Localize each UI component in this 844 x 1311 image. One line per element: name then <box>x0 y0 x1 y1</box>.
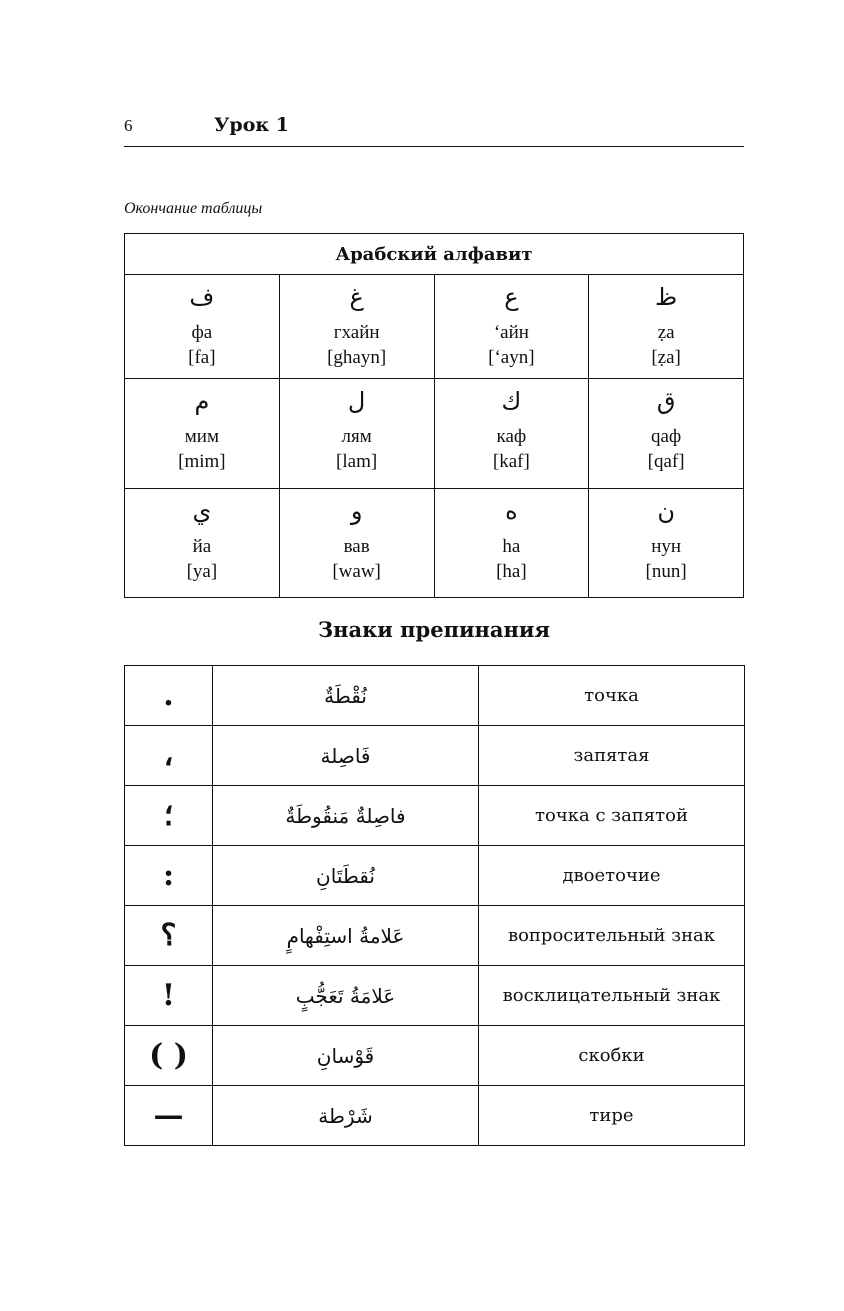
alphabet-cell <box>279 275 434 379</box>
letter-name: ‘айн <box>493 322 529 343</box>
letter-name: мим <box>184 426 219 447</box>
arabic-letter: ع <box>504 283 519 311</box>
letter-transliteration: [fa] <box>188 347 216 368</box>
letter-transliteration: [kaf] <box>492 451 530 472</box>
table-caption: Окончание таблицы <box>124 200 263 217</box>
letter-transliteration: [mim] <box>178 451 226 472</box>
punctuation-table <box>124 665 745 1146</box>
arabic-letter: ل <box>347 387 366 415</box>
alphabet-cell <box>434 379 589 489</box>
russian-term: скобки <box>479 1026 745 1086</box>
arabic-letter: غ <box>349 283 364 311</box>
alphabet-cell <box>589 275 744 379</box>
alphabet-cell <box>279 379 434 489</box>
alphabet-cell <box>434 275 589 379</box>
alphabet-cell <box>279 489 434 598</box>
arabic-term: نُقطَتَانِ <box>213 846 479 906</box>
alphabet-cell <box>125 489 280 598</box>
punctuation-row <box>125 1026 745 1086</box>
punctuation-symbol: : <box>125 846 213 906</box>
alphabet-cell <box>589 379 744 489</box>
punctuation-symbol: ( ) <box>125 1026 213 1086</box>
letter-transliteration: [nun] <box>645 561 687 582</box>
punctuation-row <box>125 1086 745 1146</box>
arabic-letter: ف <box>189 283 215 311</box>
letter-transliteration: [lam] <box>336 451 378 472</box>
arabic-term: عَلامةُ استِفْهامٍ <box>213 906 479 966</box>
letter-transliteration: [ha] <box>496 561 527 582</box>
arabic-letter: ي <box>192 497 212 525</box>
letter-name: лям <box>341 426 372 447</box>
letter-name: каф <box>496 426 527 447</box>
punctuation-symbol: . <box>125 666 213 726</box>
arabic-term: فَاصِلة <box>213 726 479 786</box>
letter-name: гхайн <box>333 322 380 343</box>
arabic-alphabet-table <box>124 233 744 598</box>
letter-transliteration: [qaf] <box>647 451 685 472</box>
letter-name: фа <box>191 322 213 343</box>
russian-term: запятая <box>479 726 745 786</box>
arabic-term: فاصِلةٌ مَنقُوطَةٌ <box>213 786 479 846</box>
lesson-title: Урок 1 <box>214 114 289 136</box>
letter-transliteration: [ghayn] <box>327 347 387 368</box>
punctuation-row <box>125 726 745 786</box>
russian-term: точка <box>479 666 745 726</box>
letter-name: ẓa <box>657 322 675 343</box>
arabic-term: شَرْطة <box>213 1086 479 1146</box>
punctuation-row <box>125 906 745 966</box>
alphabet-row <box>125 489 744 598</box>
letter-name: нун <box>651 536 682 557</box>
alphabet-table-title: Арабский алфавит <box>125 234 744 275</box>
russian-term: восклицательный знак <box>479 966 745 1026</box>
letter-transliteration: [ya] <box>186 561 218 582</box>
arabic-letter: م <box>194 387 210 415</box>
punctuation-row <box>125 666 745 726</box>
arabic-letter: ق <box>656 387 676 415</box>
alphabet-cell <box>125 379 280 489</box>
arabic-letter: ك <box>501 387 522 415</box>
punctuation-row <box>125 966 745 1026</box>
punctuation-symbol: ؛ <box>125 786 213 846</box>
punctuation-symbol: ، <box>125 726 213 786</box>
russian-term: вопросительный знак <box>479 906 745 966</box>
punctuation-symbol: — <box>125 1086 213 1146</box>
alphabet-row <box>125 275 744 379</box>
alphabet-cell <box>125 275 280 379</box>
letter-name: ha <box>502 536 521 557</box>
page-number: 6 <box>124 116 133 135</box>
arabic-letter: ن <box>657 497 675 525</box>
section-title: Знаки препинания <box>318 617 550 642</box>
russian-term: двоеточие <box>479 846 745 906</box>
alphabet-cell <box>434 489 589 598</box>
alphabet-row <box>125 379 744 489</box>
arabic-letter: ه <box>505 497 518 525</box>
arabic-term: نُقْطَةٌ <box>213 666 479 726</box>
punctuation-symbol: ؟ <box>125 906 213 966</box>
arabic-letter: و <box>350 497 363 525</box>
punctuation-row <box>125 846 745 906</box>
arabic-term: قَوْسانِ <box>213 1026 479 1086</box>
russian-term: тире <box>479 1086 745 1146</box>
arabic-term: عَلامَةُ تَعَجُّبٍ <box>213 966 479 1026</box>
punctuation-row <box>125 786 745 846</box>
page-header <box>124 112 744 147</box>
letter-name: вав <box>343 536 370 557</box>
russian-term: точка с запятой <box>479 786 745 846</box>
letter-transliteration: [‘ayn] <box>488 347 535 368</box>
letter-transliteration: [ẓa] <box>651 347 681 368</box>
punctuation-symbol: ! <box>125 966 213 1026</box>
arabic-letter: ظ <box>655 283 678 311</box>
alphabet-cell <box>589 489 744 598</box>
letter-name: qaф <box>651 426 682 447</box>
letter-name: йа <box>192 536 212 557</box>
letter-transliteration: [waw] <box>332 561 381 582</box>
